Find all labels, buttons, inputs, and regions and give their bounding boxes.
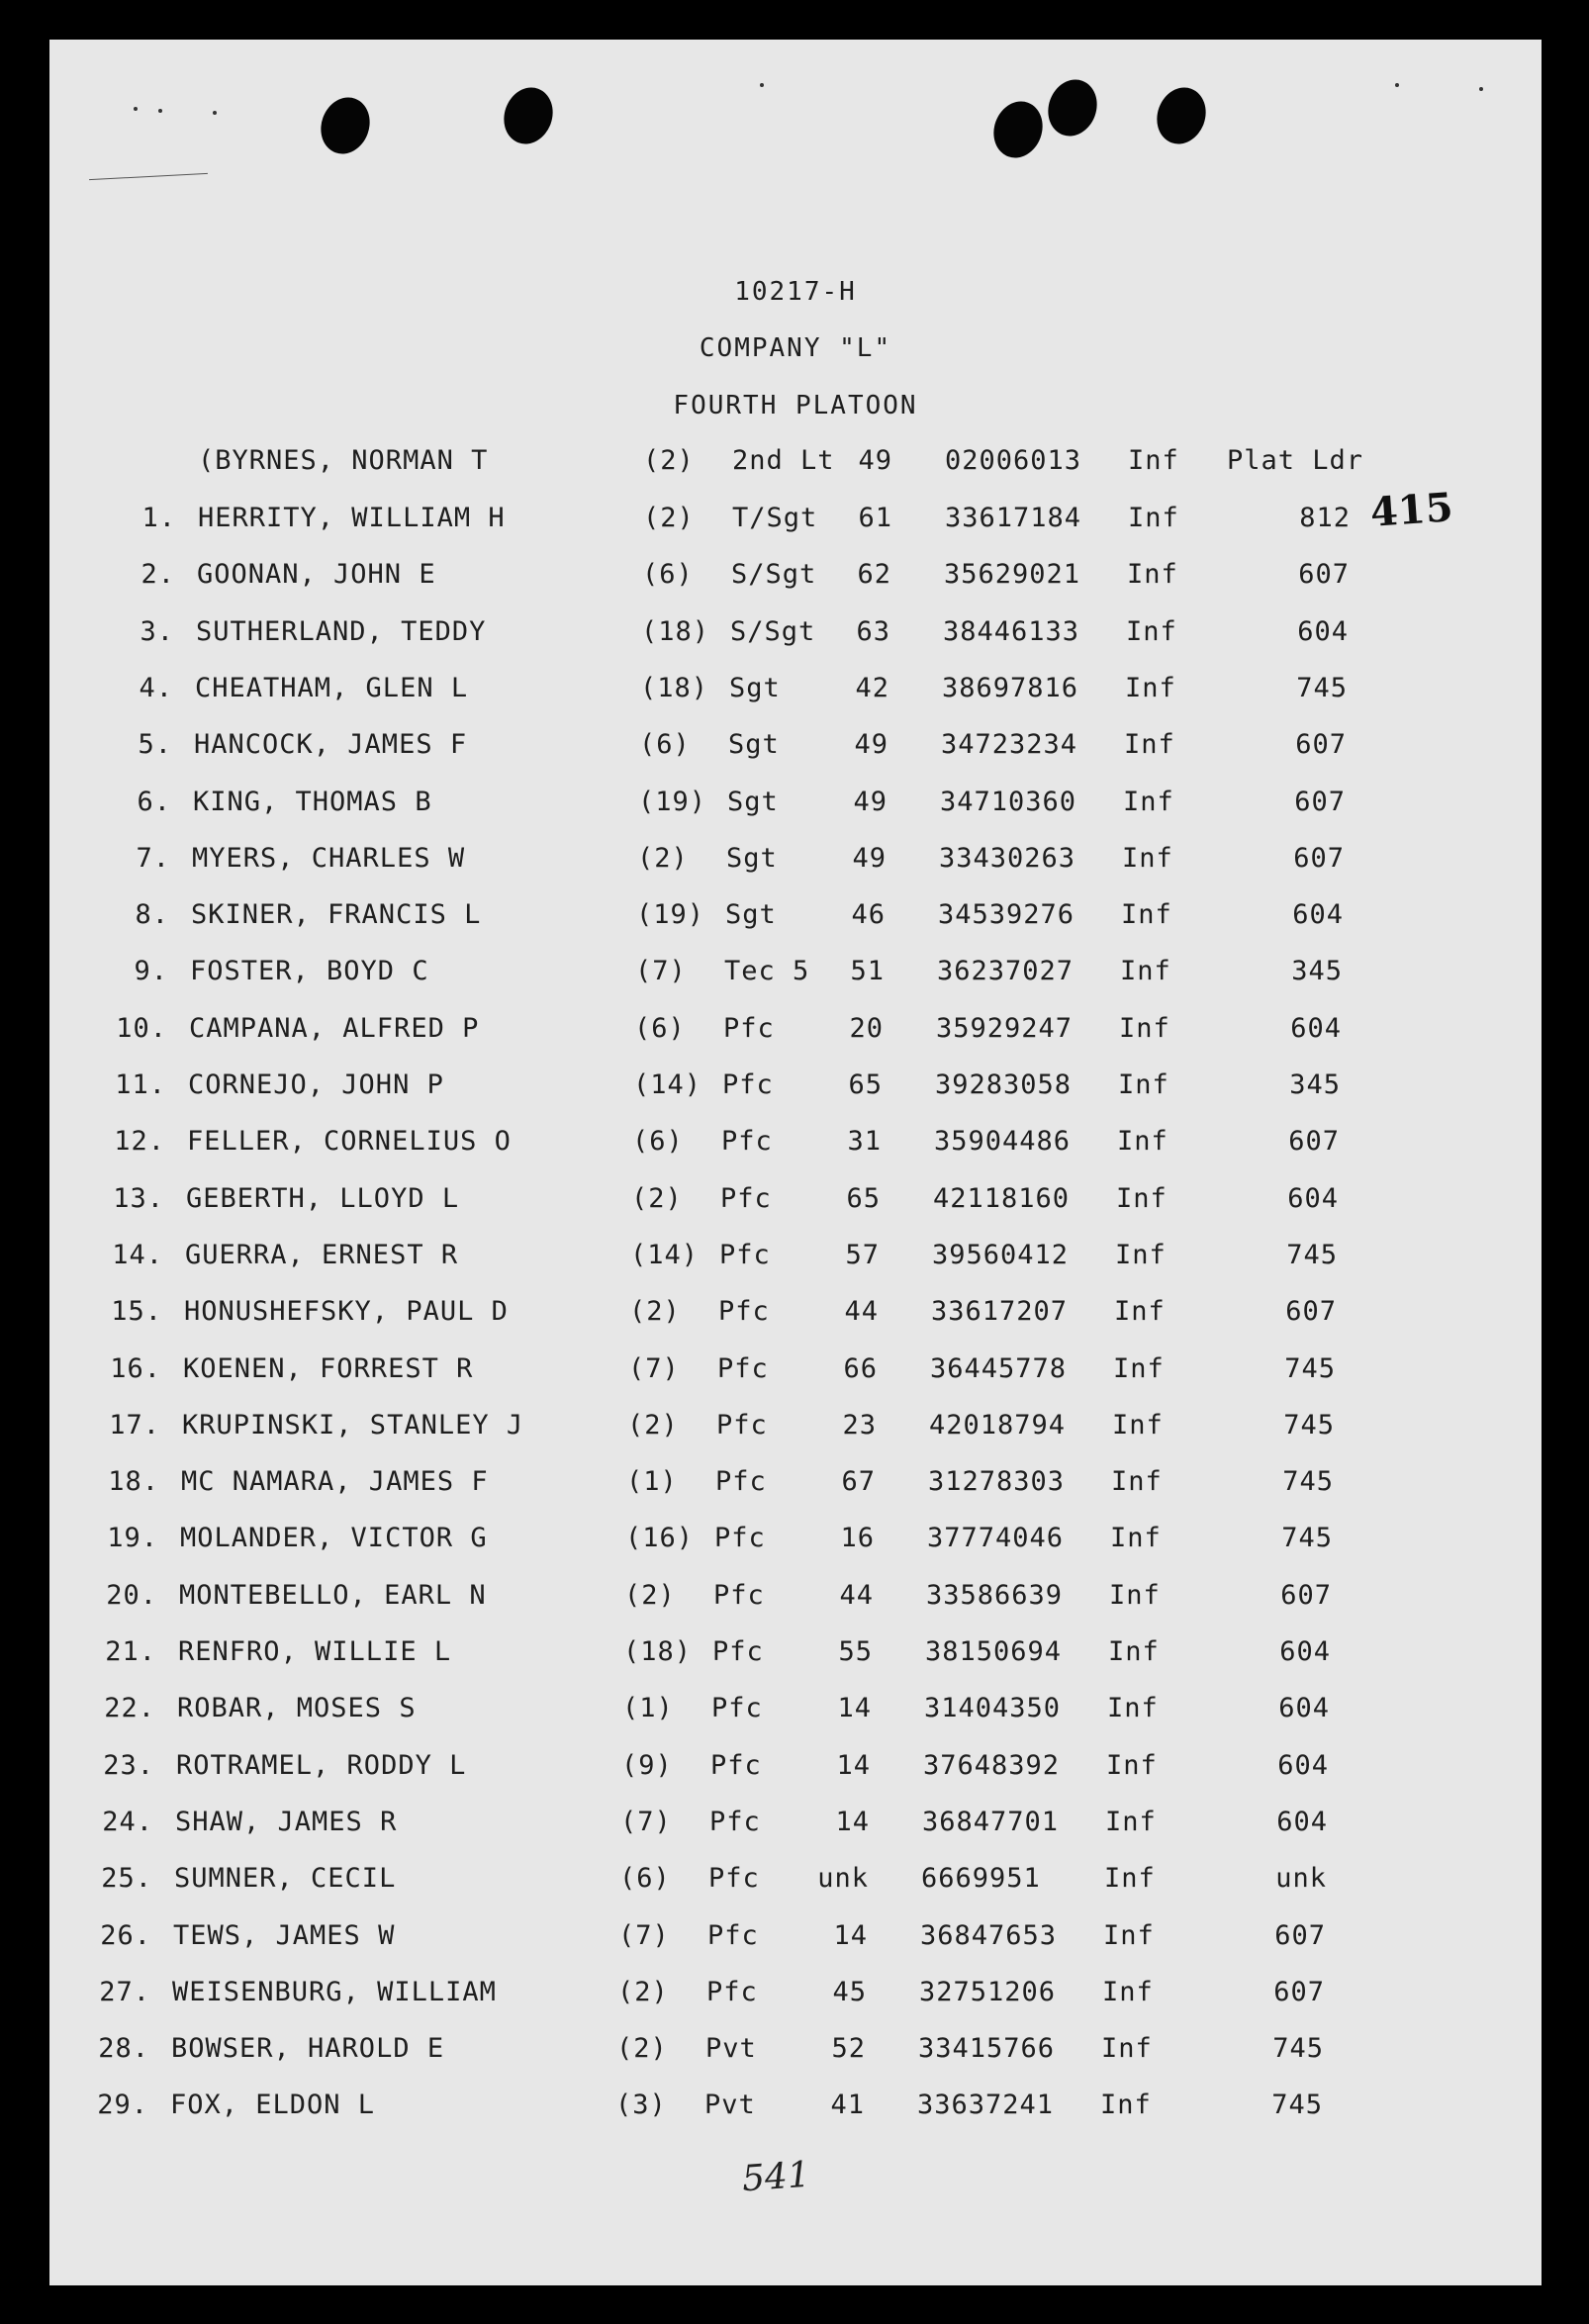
cell-serial: 36847701 xyxy=(922,1807,1060,1837)
cell-branch: Inf xyxy=(1120,956,1171,986)
cell-code: (2) xyxy=(627,1410,679,1441)
paper-speck xyxy=(158,109,162,113)
cell-age: 14 xyxy=(833,1920,868,1951)
cell-mos: 604 xyxy=(1276,1807,1328,1837)
cell-number: 14. xyxy=(112,1240,163,1270)
cell-number: 7. xyxy=(136,843,170,874)
cell-age: 49 xyxy=(854,729,888,760)
cell-mos: 812 xyxy=(1299,503,1351,533)
cell-name: MONTEBELLO, EARL N xyxy=(179,1580,487,1611)
cell-branch: Inf xyxy=(1113,1353,1165,1384)
cell-branch: Inf xyxy=(1106,1750,1158,1781)
cell-branch: Inf xyxy=(1121,899,1172,930)
cell-age: 41 xyxy=(830,2090,865,2120)
roster-row xyxy=(49,956,1542,989)
cell-code: (6) xyxy=(639,729,691,760)
cell-code: (19) xyxy=(636,899,705,930)
cell-branch: Inf xyxy=(1123,787,1174,817)
cell-number: 17. xyxy=(109,1410,160,1441)
cell-serial: 6669951 xyxy=(921,1863,1041,1894)
cell-serial: 39560412 xyxy=(932,1240,1070,1270)
cell-mos: 745 xyxy=(1283,1410,1335,1441)
cell-branch: Inf xyxy=(1128,503,1179,533)
cell-mos: 607 xyxy=(1285,1296,1337,1327)
cell-name: CORNEJO, JOHN P xyxy=(188,1069,444,1100)
cell-serial: 34710360 xyxy=(940,787,1077,817)
cell-code: (14) xyxy=(633,1069,702,1100)
cell-name: MYERS, CHARLES W xyxy=(192,843,466,874)
cell-number: 23. xyxy=(103,1750,154,1781)
cell-branch: Inf xyxy=(1117,1126,1168,1157)
cell-mos: 745 xyxy=(1286,1240,1338,1270)
cell-code: (2) xyxy=(617,1977,669,2007)
cell-name: FOX, ELDON L xyxy=(170,2090,376,2120)
cell-age: 14 xyxy=(836,1750,871,1781)
cell-serial: 36237027 xyxy=(937,956,1075,986)
cell-rank: Sgt xyxy=(728,729,780,760)
cell-age: 61 xyxy=(858,503,892,533)
cell-age: 44 xyxy=(844,1296,879,1327)
cell-code: (18) xyxy=(623,1636,693,1667)
cell-name: MOLANDER, VICTOR G xyxy=(180,1523,488,1553)
cell-rank: Pfc xyxy=(719,1240,771,1270)
cell-name: (BYRNES, NORMAN T xyxy=(198,445,489,476)
cell-age: 57 xyxy=(845,1240,880,1270)
cell-rank: S/Sgt xyxy=(731,559,817,590)
cell-serial: 38697816 xyxy=(942,673,1079,703)
cell-age: 62 xyxy=(857,559,891,590)
cell-mos: 604 xyxy=(1290,1013,1342,1044)
cell-serial: 35929247 xyxy=(936,1013,1074,1044)
roster-row xyxy=(49,1183,1542,1217)
cell-age: 44 xyxy=(839,1580,874,1611)
cell-code: (2) xyxy=(629,1296,681,1327)
cell-mos: 607 xyxy=(1288,1126,1340,1157)
cell-rank: Pfc xyxy=(707,1920,759,1951)
cell-code: (2) xyxy=(624,1580,676,1611)
cell-serial: 36445778 xyxy=(930,1353,1068,1384)
cell-code: (7) xyxy=(620,1807,672,1837)
cell-branch: Inf xyxy=(1126,616,1177,647)
cell-mos: Plat Ldr xyxy=(1227,445,1364,476)
cell-serial: 32751206 xyxy=(919,1977,1057,2007)
cell-rank: Pvt xyxy=(704,2090,756,2120)
cell-serial: 37648392 xyxy=(923,1750,1061,1781)
cell-age: 49 xyxy=(858,445,892,476)
roster-row xyxy=(49,1296,1542,1330)
cell-name: FELLER, CORNELIUS O xyxy=(187,1126,512,1157)
cell-rank: Pfc xyxy=(715,1466,767,1497)
cell-rank: Pfc xyxy=(710,1750,762,1781)
cell-code: (18) xyxy=(641,616,710,647)
cell-age: 49 xyxy=(852,843,887,874)
cell-code: (19) xyxy=(638,787,707,817)
cell-name: HANCOCK, JAMES F xyxy=(194,729,468,760)
cell-serial: 33617207 xyxy=(931,1296,1069,1327)
cell-age: 49 xyxy=(853,787,888,817)
roster-row xyxy=(49,1863,1542,1897)
document-code: 10217-H xyxy=(734,277,857,307)
cell-rank: Pfc xyxy=(722,1069,774,1100)
cell-age: 55 xyxy=(838,1636,873,1667)
paper-speck xyxy=(134,107,138,111)
cell-rank: Pfc xyxy=(717,1353,769,1384)
punch-hole xyxy=(1150,81,1214,151)
cell-rank: Pfc xyxy=(708,1863,760,1894)
cell-serial: 33415766 xyxy=(918,2033,1056,2064)
cell-code: (2) xyxy=(637,843,689,874)
cell-serial: 33586639 xyxy=(926,1580,1064,1611)
cell-number: 16. xyxy=(110,1353,161,1384)
cell-serial: 38446133 xyxy=(943,616,1080,647)
cell-branch: Inf xyxy=(1128,445,1179,476)
cell-number: 8. xyxy=(135,899,169,930)
cell-age: 14 xyxy=(835,1807,870,1837)
roster-row xyxy=(49,787,1542,820)
cell-code: (6) xyxy=(632,1126,684,1157)
cell-branch: Inf xyxy=(1115,1240,1167,1270)
cell-name: HONUSHEFSKY, PAUL D xyxy=(184,1296,509,1327)
cell-branch: Inf xyxy=(1107,1693,1159,1723)
cell-branch: Inf xyxy=(1108,1636,1160,1667)
cell-name: ROBAR, MOSES S xyxy=(177,1693,417,1723)
cell-serial: 38150694 xyxy=(925,1636,1063,1667)
cell-age: 20 xyxy=(849,1013,884,1044)
cell-number: 19. xyxy=(107,1523,158,1553)
cell-rank: T/Sgt xyxy=(732,503,818,533)
cell-serial: 31404350 xyxy=(924,1693,1062,1723)
cell-serial: 33617184 xyxy=(945,503,1082,533)
roster-row xyxy=(49,1126,1542,1160)
cell-serial: 35629021 xyxy=(944,559,1081,590)
cell-code: (7) xyxy=(618,1920,670,1951)
punch-hole xyxy=(986,95,1051,165)
cell-rank: Pfc xyxy=(716,1410,768,1441)
cell-code: (6) xyxy=(619,1863,671,1894)
document-page xyxy=(49,40,1542,2285)
cell-code: (2) xyxy=(643,503,695,533)
roster-row xyxy=(49,1807,1542,1840)
cell-mos: 604 xyxy=(1287,1183,1339,1214)
cell-mos: 745 xyxy=(1282,1466,1334,1497)
cell-rank: Pfc xyxy=(709,1807,761,1837)
cell-branch: Inf xyxy=(1104,1863,1156,1894)
cell-age: 23 xyxy=(842,1410,877,1441)
cell-mos: 607 xyxy=(1293,843,1345,874)
paper-speck xyxy=(1395,83,1399,87)
platoon-title: FOURTH PLATOON xyxy=(673,391,918,420)
cell-rank: Pfc xyxy=(711,1693,763,1723)
cell-number: 4. xyxy=(139,673,173,703)
cell-number: 24. xyxy=(102,1807,153,1837)
handwritten-page-note: 541 xyxy=(740,2154,812,2200)
roster-row xyxy=(49,843,1542,877)
cell-branch: Inf xyxy=(1116,1183,1168,1214)
cell-number: 22. xyxy=(104,1693,155,1723)
roster-row xyxy=(49,899,1542,933)
cell-age: 14 xyxy=(837,1693,872,1723)
roster-row xyxy=(49,2090,1542,2123)
cell-serial: 36847653 xyxy=(920,1920,1058,1951)
cell-rank: Sgt xyxy=(727,787,779,817)
cell-name: WEISENBURG, WILLIAM xyxy=(172,1977,497,2007)
roster-row xyxy=(49,1580,1542,1614)
cell-mos: 745 xyxy=(1284,1353,1336,1384)
cell-branch: Inf xyxy=(1105,1807,1157,1837)
cell-name: RENFRO, WILLIE L xyxy=(178,1636,452,1667)
cell-code: (3) xyxy=(615,2090,667,2120)
cell-serial: 33430263 xyxy=(939,843,1076,874)
cell-branch: Inf xyxy=(1127,559,1178,590)
cell-mos: 607 xyxy=(1274,1920,1326,1951)
cell-age: 45 xyxy=(832,1977,867,2007)
cell-rank: Pfc xyxy=(712,1636,764,1667)
cell-number: 29. xyxy=(97,2090,148,2120)
roster-row xyxy=(49,1977,1542,2010)
cell-mos: 604 xyxy=(1277,1750,1329,1781)
cell-serial: 34723234 xyxy=(941,729,1078,760)
cell-serial: 42118160 xyxy=(933,1183,1071,1214)
cell-branch: Inf xyxy=(1114,1296,1166,1327)
cell-serial: 31278303 xyxy=(928,1466,1066,1497)
cell-rank: Sgt xyxy=(725,899,777,930)
cell-name: SUTHERLAND, TEDDY xyxy=(196,616,487,647)
cell-name: CHEATHAM, GLEN L xyxy=(195,673,469,703)
margin-mark xyxy=(89,173,208,180)
cell-branch: Inf xyxy=(1112,1410,1164,1441)
cell-mos: unk xyxy=(1275,1863,1327,1894)
punch-hole xyxy=(314,91,378,161)
cell-rank: Pfc xyxy=(714,1523,766,1553)
cell-mos: 607 xyxy=(1294,787,1346,817)
cell-branch: Inf xyxy=(1101,2033,1153,2064)
cell-number: 10. xyxy=(116,1013,167,1044)
cell-mos: 345 xyxy=(1291,956,1343,986)
cell-number: 27. xyxy=(99,1977,150,2007)
cell-serial: 39283058 xyxy=(935,1069,1073,1100)
cell-mos: 607 xyxy=(1273,1977,1325,2007)
cell-age: 67 xyxy=(841,1466,876,1497)
cell-rank: S/Sgt xyxy=(730,616,816,647)
cell-name: KING, THOMAS B xyxy=(193,787,432,817)
cell-age: 46 xyxy=(851,899,886,930)
cell-number: 12. xyxy=(114,1126,165,1157)
cell-age: 66 xyxy=(843,1353,878,1384)
cell-branch: Inf xyxy=(1124,729,1175,760)
cell-code: (7) xyxy=(635,956,687,986)
cell-rank: Tec 5 xyxy=(724,956,810,986)
cell-number: 1. xyxy=(141,503,176,533)
cell-branch: Inf xyxy=(1109,1580,1161,1611)
cell-branch: Inf xyxy=(1119,1013,1170,1044)
punch-hole xyxy=(1041,73,1105,143)
cell-age: 63 xyxy=(856,616,890,647)
cell-branch: Inf xyxy=(1111,1466,1163,1497)
cell-serial: 37774046 xyxy=(927,1523,1065,1553)
roster-row xyxy=(49,1240,1542,1273)
cell-code: (2) xyxy=(616,2033,668,2064)
cell-rank: Pfc xyxy=(720,1183,772,1214)
cell-age: 31 xyxy=(847,1126,882,1157)
cell-rank: Sgt xyxy=(726,843,778,874)
cell-name: MC NAMARA, JAMES F xyxy=(181,1466,489,1497)
cell-number: 9. xyxy=(134,956,168,986)
cell-mos: 745 xyxy=(1271,2090,1323,2120)
cell-rank: Pfc xyxy=(721,1126,773,1157)
cell-name: GOONAN, JOHN E xyxy=(197,559,436,590)
cell-name: KOENEN, FORREST R xyxy=(183,1353,474,1384)
roster-row xyxy=(49,729,1542,763)
cell-mos: 604 xyxy=(1297,616,1349,647)
cell-code: (6) xyxy=(642,559,694,590)
cell-number: 11. xyxy=(115,1069,166,1100)
cell-mos: 745 xyxy=(1296,673,1348,703)
cell-number: 28. xyxy=(98,2033,149,2064)
cell-number: 6. xyxy=(137,787,171,817)
paper-speck xyxy=(760,83,764,87)
cell-mos: 607 xyxy=(1298,559,1350,590)
cell-rank: Pfc xyxy=(718,1296,770,1327)
cell-code: (2) xyxy=(643,445,695,476)
roster-row xyxy=(49,1013,1542,1047)
cell-name: ROTRAMEL, RODDY L xyxy=(176,1750,467,1781)
roster-row xyxy=(49,1466,1542,1500)
cell-serial: 42018794 xyxy=(929,1410,1067,1441)
cell-code: (9) xyxy=(621,1750,673,1781)
cell-rank: Pfc xyxy=(706,1977,758,2007)
cell-rank: Sgt xyxy=(729,673,781,703)
roster-row xyxy=(49,503,1542,536)
cell-number: 26. xyxy=(100,1920,151,1951)
roster-row xyxy=(49,1069,1542,1103)
roster-row xyxy=(49,1920,1542,1954)
cell-mos: 345 xyxy=(1289,1069,1341,1100)
cell-branch: Inf xyxy=(1122,843,1173,874)
cell-rank: Pfc xyxy=(713,1580,765,1611)
cell-number: 18. xyxy=(108,1466,159,1497)
cell-serial: 35904486 xyxy=(934,1126,1072,1157)
cell-code: (6) xyxy=(634,1013,686,1044)
cell-serial: 34539276 xyxy=(938,899,1075,930)
cell-number: 3. xyxy=(140,616,174,647)
cell-serial: 33637241 xyxy=(917,2090,1055,2120)
cell-mos: 604 xyxy=(1279,1636,1331,1667)
paper-speck xyxy=(213,111,217,115)
cell-code: (2) xyxy=(631,1183,683,1214)
cell-rank: Pvt xyxy=(705,2033,757,2064)
roster-row xyxy=(49,1636,1542,1670)
cell-branch: Inf xyxy=(1118,1069,1169,1100)
cell-code: (18) xyxy=(640,673,709,703)
roster-row xyxy=(49,1693,1542,1726)
cell-branch: Inf xyxy=(1110,1523,1162,1553)
cell-name: GEBERTH, LLOYD L xyxy=(186,1183,460,1214)
cell-mos: 745 xyxy=(1281,1523,1333,1553)
cell-code: (1) xyxy=(622,1693,674,1723)
cell-name: SKINER, FRANCIS L xyxy=(191,899,482,930)
roster-row xyxy=(49,673,1542,706)
platoon-leader-row xyxy=(49,445,1542,479)
cell-code: (7) xyxy=(628,1353,680,1384)
roster-row xyxy=(49,2033,1542,2067)
roster-row xyxy=(49,559,1542,593)
cell-name: BOWSER, HAROLD E xyxy=(171,2033,445,2064)
cell-code: (1) xyxy=(626,1466,678,1497)
cell-age: 51 xyxy=(850,956,885,986)
cell-mos: 607 xyxy=(1295,729,1347,760)
cell-age: 65 xyxy=(848,1069,883,1100)
paper-speck xyxy=(1479,87,1483,91)
cell-name: TEWS, JAMES W xyxy=(173,1920,396,1951)
cell-branch: Inf xyxy=(1102,1977,1154,2007)
cell-age: 65 xyxy=(846,1183,881,1214)
cell-name: SHAW, JAMES R xyxy=(175,1807,398,1837)
cell-number: 15. xyxy=(111,1296,162,1327)
cell-number: 20. xyxy=(106,1580,157,1611)
cell-number: 5. xyxy=(138,729,172,760)
cell-number: 21. xyxy=(105,1636,156,1667)
cell-mos: 604 xyxy=(1292,899,1344,930)
roster-row xyxy=(49,1353,1542,1387)
cell-name: HERRITY, WILLIAM H xyxy=(198,503,506,533)
cell-number: 2. xyxy=(140,559,175,590)
cell-mos: 607 xyxy=(1280,1580,1332,1611)
cell-rank: Pfc xyxy=(723,1013,775,1044)
cell-branch: Inf xyxy=(1125,673,1176,703)
punch-hole xyxy=(497,81,561,151)
cell-rank: 2nd Lt xyxy=(732,445,835,476)
cell-mos: 745 xyxy=(1272,2033,1324,2064)
cell-mos: 604 xyxy=(1278,1693,1330,1723)
cell-branch: Inf xyxy=(1100,2090,1152,2120)
cell-name: GUERRA, ERNEST R xyxy=(185,1240,459,1270)
cell-name: SUMNER, CECIL xyxy=(174,1863,397,1894)
cell-name: CAMPANA, ALFRED P xyxy=(189,1013,480,1044)
cell-age: unk xyxy=(817,1863,869,1894)
cell-age: 52 xyxy=(831,2033,866,2064)
cell-name: KRUPINSKI, STANLEY J xyxy=(182,1410,524,1441)
roster-row xyxy=(49,1750,1542,1784)
page-stamp-number: 415 xyxy=(1368,484,1455,536)
cell-code: (14) xyxy=(630,1240,700,1270)
cell-code: (16) xyxy=(625,1523,695,1553)
roster-row xyxy=(49,1410,1542,1443)
cell-age: 42 xyxy=(855,673,889,703)
cell-age: 16 xyxy=(840,1523,875,1553)
roster-row xyxy=(49,616,1542,650)
cell-serial: 02006013 xyxy=(945,445,1082,476)
company-title: COMPANY "L" xyxy=(699,333,892,363)
cell-branch: Inf xyxy=(1103,1920,1155,1951)
roster-row xyxy=(49,1523,1542,1556)
cell-number: 25. xyxy=(101,1863,152,1894)
cell-name: FOSTER, BOYD C xyxy=(190,956,429,986)
cell-number: 13. xyxy=(113,1183,164,1214)
